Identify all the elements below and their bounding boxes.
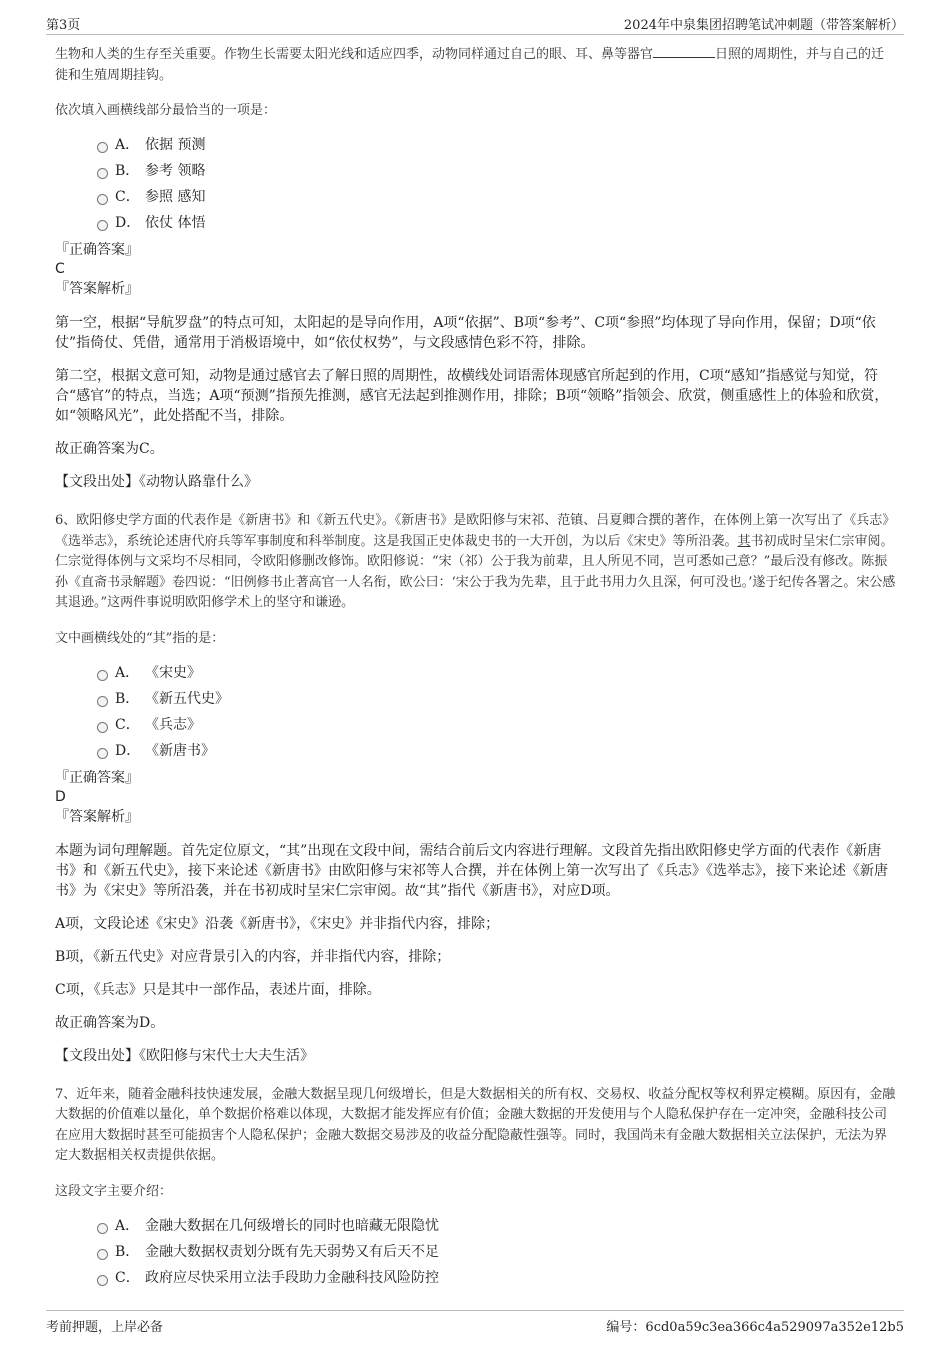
q6-explanation-5: 故正确答案为D。 (55, 1014, 165, 1031)
q5-stem (55, 44, 897, 86)
q5-options (55, 132, 897, 236)
q5-explanation-2: 第二空，根据文意可知，动物是通过感官去了解日照的周期性，故横线处词语需体现感官所起到的作用，C项“感知”指感觉与知觉，符合“感官”的特点，当选；A项“预测”指预先推测，感官无法起到推测作用，排除；B项“领略”指领会、欣赏，侧重感性上的体验和欣赏，如“领略风光”，此处搭配不当，排除。 (55, 368, 889, 424)
page-content (55, 44, 897, 1291)
radio-button[interactable] (97, 168, 108, 179)
radio-button[interactable] (97, 142, 108, 153)
radio-button[interactable] (97, 1223, 108, 1234)
q6-explanation-1: 本题为词句理解题。首先定位原文，“其”出现在文段中间，需结合前后文内容进行理解。文段首先指出欧阳修史学方面的代表作《新唐书》和《新五代史》，接下来论述《新唐书》由欧阳修与宋祁等人合撰，并在体例上第一次写出了《兵志》《选举志》，接下来论述《新唐书》为《宋史》等所沿袭，并在书初成时呈宋仁宗审阅。故“其”指代《新唐书》，对应D项。 (55, 842, 888, 899)
radio-button[interactable] (97, 696, 108, 707)
q6-option-a[interactable]: A． 《宋史》 (55, 660, 897, 686)
q6-options (55, 660, 897, 764)
q6-stem-part-a: 6、欧阳修史学方面的代表作是《新唐书》和《新五代史》。《新唐书》是欧阳修与宋祁、范镇、吕夏卿合撰的著作，在体例上第一次写出了《兵志》《选举志》，系统论述唐代府兵等军事制度和科举制度。这是我国正史体裁史书的一大开创，为以后《宋史》等所沿袭。 (55, 513, 896, 549)
fill-blank (653, 44, 715, 58)
q6-stem-part-b: 书初成时呈宋仁宗审阅。仁宗觉得体例与文采均不尽相同，令欧阳修删改修饰。欧阳修说：“宋（祁）公于我为前辈，且人所见不同，岂可悉如己意？”最后没有修改。陈振孙《直斋书录解题》卷四说：“旧例修书止著高官一人名衔，欧公曰：‘宋公于我为先辈，且于此书用力久且深，何可没也。’遂于纪传各署之。宋公感其退逊。”这两件事说明欧阳修学术上的坚守和谦逊。 (55, 533, 896, 610)
footer-slogan: 考前押题，上岸必备 (46, 1320, 164, 1335)
q5-source: 【文段出处】《动物认路靠什么》 (55, 474, 258, 490)
q5-option-b[interactable]: B． 参考 领略 (55, 158, 897, 184)
page-number: 第3页 (46, 18, 81, 33)
q7-option-b[interactable]: B． 金融大数据权责划分既有先天弱势又有后天不足 (55, 1239, 897, 1265)
radio-button[interactable] (97, 722, 108, 733)
q6-explanation-4: C项，《兵志》只是其中一部作品，表述片面，排除。 (55, 981, 381, 998)
page-footer (46, 1310, 904, 1337)
radio-button[interactable] (97, 670, 108, 681)
radio-button[interactable] (97, 220, 108, 231)
q6-option-b[interactable]: B． 《新五代史》 (55, 686, 897, 712)
radio-button[interactable] (97, 194, 108, 205)
q7-option-a[interactable]: A． 金融大数据在几何级增长的同时也暗藏无限隐忧 (55, 1213, 897, 1239)
q5-explanation-1: 第一空，根据“导航罗盘”的特点可知，太阳起的是导向作用，A项“依据”、B项“参考”、C项“参照”均体现了导向作用，保留；D项“依仗”指倚仗、凭借，通常用于消极语境中，如“依仗权势”，与文段感情色彩不符，排除。 (55, 315, 876, 351)
document-id: 编号：6cd0a59c3ea366c4a529097a352e12b5 (606, 1320, 904, 1335)
q5-stem-part-b: 日照的周期性，并与自己的迁徙和生殖周期挂钩。 (55, 47, 885, 83)
q5-option-d[interactable]: D． 依仗 体悟 (55, 210, 897, 236)
document-title: 2024年中泉集团招聘笔试冲刺题（带答案解析） (623, 18, 904, 33)
q6-source: 【文段出处】《欧阳修与宋代士大夫生活》 (55, 1047, 314, 1064)
q7-options (55, 1213, 897, 1291)
q6-correct-label: 『正确答案』 (55, 769, 139, 786)
q6-explanation-2: A项，文段论述《宋史》沿袭《新唐书》，《宋史》并非指代内容，排除； (55, 915, 500, 932)
q6-option-d[interactable]: D． 《新唐书》 (55, 738, 897, 764)
q7-stem: 7、近年来，随着金融科技快速发展，金融大数据呈现几何级增长，但是大数据相关的所有权、交易权、收益分配权等权利界定模糊。原因有，金融大数据的价值难以量化，单个数据价格难以体现，大数据才能发挥应有价值；金融大数据的开发使用与个人隐私保护存在一定冲突，金融科技公司在应用大数据时甚至可能损害个人隐私保护；金融大数据交易涉及的收益分配隐蔽性强等。同时，我国尚未有金融大数据相关立法保护，无法为界定大数据相关权责提供依据。 (55, 1086, 896, 1163)
q5-explanation-3: 故正确答案为C。 (55, 441, 164, 457)
q6-explanation-3: B项，《新五代史》对应背景引入的内容，并非指代内容，排除； (55, 948, 451, 965)
q5-analysis-label: 『答案解析』 (55, 281, 139, 297)
q5-prompt: 依次填入画横线部分最恰当的一项是： (55, 103, 277, 118)
q6-stem (55, 511, 897, 614)
radio-button[interactable] (97, 1249, 108, 1260)
q5-option-c[interactable]: C． 参照 感知 (55, 184, 897, 210)
q7-option-c[interactable]: C． 政府应尽快采用立法手段助力金融科技风险防控 (55, 1265, 897, 1291)
q6-prompt: 文中画横线处的“其”指的是： (55, 630, 225, 646)
q5-stem-part-a: 生物和人类的生存至关重要。作物生长需要太阳光线和适应四季，动物同样通过自己的眼、耳、鼻等器官 (55, 47, 654, 62)
underlined-word: 其 (737, 533, 751, 549)
q6-answer: D (55, 788, 66, 805)
radio-button[interactable] (97, 1275, 108, 1286)
q5-option-a[interactable]: A． 依据 预测 (55, 132, 897, 158)
q6-analysis-label: 『答案解析』 (55, 808, 139, 825)
radio-button[interactable] (97, 748, 108, 759)
q5-answer: C (55, 261, 65, 277)
q5-correct-label: 『正确答案』 (55, 242, 139, 258)
q6-option-c[interactable]: C． 《兵志》 (55, 712, 897, 738)
q7-prompt: 这段文字主要介绍： (55, 1183, 173, 1199)
page-header (46, 12, 904, 35)
